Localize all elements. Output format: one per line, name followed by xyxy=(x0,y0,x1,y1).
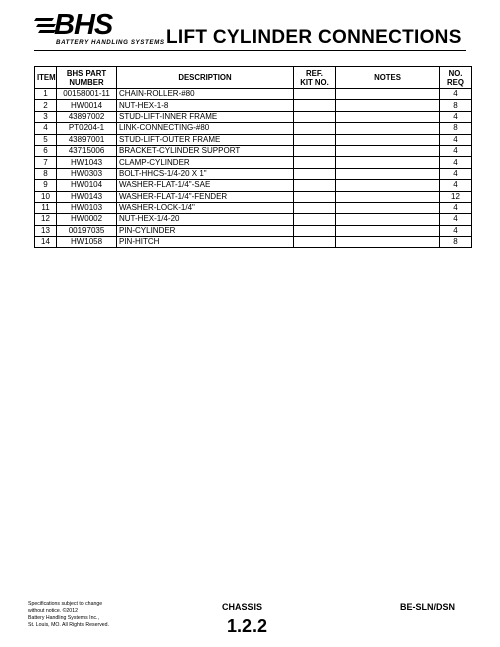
cell-notes xyxy=(336,214,440,225)
cell-ref-kit xyxy=(294,225,336,236)
col-header-notes: NOTES xyxy=(336,67,440,89)
disclaimer-line: Battery Handling Systems Inc., xyxy=(28,615,99,621)
cell-item: 6 xyxy=(35,145,57,156)
cell-item: 1 xyxy=(35,89,57,100)
table-row xyxy=(35,145,472,156)
table-row xyxy=(35,168,472,179)
cell-item: 5 xyxy=(35,134,57,145)
col-header-part-number: BHS PART NUMBER xyxy=(57,67,117,89)
cell-part-number: PT0204-1 xyxy=(57,123,117,134)
bhs-logo xyxy=(34,8,164,48)
cell-description: STUD-LIFT-INNER FRAME xyxy=(117,111,294,122)
cell-qty: 4 xyxy=(440,180,472,191)
table-header-row xyxy=(35,67,472,89)
cell-item: 13 xyxy=(35,225,57,236)
table-row xyxy=(35,202,472,213)
cell-description: LINK-CONNECTING-#80 xyxy=(117,123,294,134)
cell-part-number: 00158001-11 xyxy=(57,89,117,100)
cell-notes xyxy=(336,237,440,248)
cell-part-number: HW1058 xyxy=(57,237,117,248)
cell-qty: 8 xyxy=(440,100,472,111)
cell-part-number: HW0303 xyxy=(57,168,117,179)
cell-ref-kit xyxy=(294,145,336,156)
cell-part-number: HW0002 xyxy=(57,214,117,225)
cell-part-number: 00197035 xyxy=(57,225,117,236)
col-header-description: DESCRIPTION xyxy=(117,67,294,89)
cell-part-number: HW0104 xyxy=(57,180,117,191)
cell-part-number: HW1043 xyxy=(57,157,117,168)
cell-notes xyxy=(336,168,440,179)
cell-part-number: 43897002 xyxy=(57,111,117,122)
table-row xyxy=(35,134,472,145)
disclaimer-line: without notice. ©2012 xyxy=(28,608,78,614)
cell-part-number: 43897001 xyxy=(57,134,117,145)
table-row xyxy=(35,123,472,134)
cell-description: BOLT-HHCS-1/4-20 X 1" xyxy=(117,168,294,179)
cell-ref-kit xyxy=(294,168,336,179)
footer-section-name: CHASSIS xyxy=(222,602,263,612)
logo-tagline: BATTERY HANDLING SYSTEMS xyxy=(56,39,165,46)
cell-part-number: HW0143 xyxy=(57,191,117,202)
table-row xyxy=(35,191,472,202)
cell-notes xyxy=(336,202,440,213)
cell-item: 12 xyxy=(35,214,57,225)
cell-item: 8 xyxy=(35,168,57,179)
cell-ref-kit xyxy=(294,100,336,111)
cell-ref-kit xyxy=(294,134,336,145)
cell-qty: 4 xyxy=(440,89,472,100)
cell-description: CHAIN-ROLLER-#80 xyxy=(117,89,294,100)
cell-ref-kit xyxy=(294,123,336,134)
cell-notes xyxy=(336,134,440,145)
table-row xyxy=(35,180,472,191)
cell-item: 2 xyxy=(35,100,57,111)
cell-ref-kit xyxy=(294,214,336,225)
cell-qty: 4 xyxy=(440,225,472,236)
cell-item: 7 xyxy=(35,157,57,168)
table-row xyxy=(35,100,472,111)
cell-qty: 4 xyxy=(440,134,472,145)
cell-notes xyxy=(336,180,440,191)
cell-part-number: HW0014 xyxy=(57,100,117,111)
table-row xyxy=(35,225,472,236)
table-row xyxy=(35,237,472,248)
cell-ref-kit xyxy=(294,237,336,248)
title-rule xyxy=(34,50,466,51)
cell-notes xyxy=(336,225,440,236)
footer-page-number: 1.2.2 xyxy=(227,616,268,636)
disclaimer-line: Specifications subject to change xyxy=(28,601,103,607)
cell-description: WASHER-FLAT-1/4"-FENDER xyxy=(117,191,294,202)
cell-notes xyxy=(336,157,440,168)
cell-ref-kit xyxy=(294,191,336,202)
cell-ref-kit xyxy=(294,202,336,213)
cell-notes xyxy=(336,100,440,111)
cell-notes xyxy=(336,123,440,134)
parts-table xyxy=(34,66,472,248)
cell-description: NUT-HEX-1/4-20 xyxy=(117,214,294,225)
cell-item: 9 xyxy=(35,180,57,191)
col-header-ref-kit: REF. KIT NO. xyxy=(294,67,336,89)
footer-disclaimer xyxy=(28,601,109,629)
disclaimer-line: St. Louis, MO. All Rights Reserved. xyxy=(28,622,110,628)
cell-qty: 8 xyxy=(440,237,472,248)
cell-description: WASHER-FLAT-1/4"-SAE xyxy=(117,180,294,191)
cell-qty: 4 xyxy=(440,202,472,213)
table-row xyxy=(35,111,472,122)
cell-description: PIN-CYLINDER xyxy=(117,225,294,236)
cell-description: NUT-HEX-1-8 xyxy=(117,100,294,111)
cell-item: 10 xyxy=(35,191,57,202)
cell-qty: 4 xyxy=(440,168,472,179)
col-header-qty-req: NO. REQ xyxy=(440,67,472,89)
cell-description: CLAMP-CYLINDER xyxy=(117,157,294,168)
cell-item: 11 xyxy=(35,202,57,213)
logo-letters: BHS xyxy=(54,9,113,41)
cell-qty: 4 xyxy=(440,145,472,156)
page-title: LIFT CYLINDER CONNECTIONS xyxy=(166,27,462,48)
cell-part-number: HW0103 xyxy=(57,202,117,213)
cell-description: PIN-HITCH xyxy=(117,237,294,248)
table-row xyxy=(35,214,472,225)
cell-qty: 4 xyxy=(440,157,472,168)
cell-qty: 12 xyxy=(440,191,472,202)
cell-item: 3 xyxy=(35,111,57,122)
col-header-item: ITEM xyxy=(35,67,57,89)
cell-qty: 4 xyxy=(440,214,472,225)
cell-description: STUD-LIFT-OUTER FRAME xyxy=(117,134,294,145)
cell-notes xyxy=(336,89,440,100)
cell-part-number: 43715006 xyxy=(57,145,117,156)
table-row xyxy=(35,89,472,100)
cell-qty: 8 xyxy=(440,123,472,134)
cell-notes xyxy=(336,145,440,156)
cell-description: BRACKET-CYLINDER SUPPORT xyxy=(117,145,294,156)
cell-item: 14 xyxy=(35,237,57,248)
footer-model: BE-SLN/DSN xyxy=(400,602,456,612)
cell-ref-kit xyxy=(294,89,336,100)
cell-notes xyxy=(336,111,440,122)
cell-ref-kit xyxy=(294,157,336,168)
cell-qty: 4 xyxy=(440,111,472,122)
cell-item: 4 xyxy=(35,123,57,134)
cell-description: WASHER-LOCK-1/4" xyxy=(117,202,294,213)
cell-ref-kit xyxy=(294,111,336,122)
cell-notes xyxy=(336,191,440,202)
cell-ref-kit xyxy=(294,180,336,191)
table-row xyxy=(35,157,472,168)
